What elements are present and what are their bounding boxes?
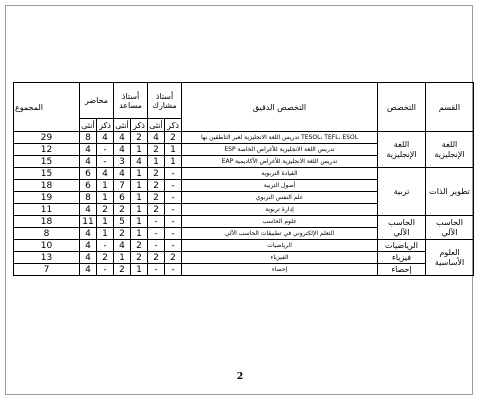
dept-cell: العلوم الأساسية: [426, 240, 474, 276]
assoc-female-cell: 2: [148, 204, 165, 216]
assoc-female-cell: -: [148, 264, 165, 276]
assoc-male-cell: -: [165, 240, 182, 252]
total-cell: 15: [14, 168, 80, 180]
asst-female-cell: 4: [114, 168, 131, 180]
assoc-female-cell: 1: [148, 156, 165, 168]
specialization-cell: التعلم الإلكتروني في تطبيقات الحاسب الآلي: [182, 228, 378, 240]
total-cell: 18: [14, 216, 80, 228]
female-header: أنثى: [149, 120, 163, 130]
asst-female-cell: 7: [114, 180, 131, 192]
male-header: ذكر: [131, 119, 148, 132]
table-row: [14, 216, 474, 228]
specialization-cell: إدارة تربوية: [182, 204, 378, 216]
total-cell: 18: [14, 180, 80, 192]
specialization-cell: علم النفس التربوي: [182, 192, 378, 204]
asst-male-cell: 1: [131, 216, 148, 228]
assoc-male-cell: -: [165, 228, 182, 240]
assoc-female-cell: 2: [148, 180, 165, 192]
dept-cell: الحاسب الآلي: [426, 216, 474, 240]
table-row: [14, 264, 474, 276]
assoc-prof-header: أستاذ مشارك: [148, 83, 182, 119]
asst-male-cell: 1: [131, 228, 148, 240]
asst-female-cell: 4: [114, 144, 131, 156]
asst-male-cell: 2: [131, 252, 148, 264]
lect-male-cell: 4: [97, 168, 114, 180]
male-header: ذكر: [97, 119, 114, 132]
total-cell: 7: [14, 264, 80, 276]
assoc-male-cell: -: [165, 168, 182, 180]
asst-male-cell: 1: [131, 264, 148, 276]
assoc-female-cell: 2: [148, 168, 165, 180]
specialization-cell: الرياضيات: [182, 240, 378, 252]
table-row: [14, 240, 474, 252]
asst-female-cell: 2: [114, 264, 131, 276]
specialization-cell: إحصاء: [182, 264, 378, 276]
lect-female-cell: 8: [80, 132, 97, 144]
total-cell: 19: [14, 192, 80, 204]
specialization-cell: تدريس اللغة الانجليزية للأغراض الخاصة ESP: [182, 144, 378, 156]
asst-female-cell: 1: [114, 252, 131, 264]
assoc-female-cell: -: [148, 216, 165, 228]
lect-female-cell: 4: [80, 240, 97, 252]
specialization-cell: الفيزياء: [182, 252, 378, 264]
lect-female-cell: 4: [80, 204, 97, 216]
major-cell: تربية: [378, 168, 426, 216]
lect-male-cell: -: [97, 156, 114, 168]
specialization-cell: تدريس اللغة الانجليزية للأغراض الأكاديمية EAP: [182, 156, 378, 168]
lect-male-cell: -: [97, 264, 114, 276]
assoc-male-cell: -: [165, 264, 182, 276]
total-cell: 15: [14, 156, 80, 168]
asst-female-cell: 2: [114, 204, 131, 216]
lect-male-cell: 1: [97, 180, 114, 192]
specialization-cell: أصول التربية: [182, 180, 378, 192]
lect-male-cell: 4: [97, 132, 114, 144]
specialization-cell: TESOL، TEFL، ESOL تدريس اللغة الانجليزية لغير الناطقين بها: [182, 132, 378, 144]
male-header: ذكر: [165, 119, 182, 132]
assoc-male-cell: -: [165, 192, 182, 204]
assoc-female-cell: -: [148, 240, 165, 252]
major-header: التخصص: [378, 83, 426, 132]
asst-female-cell: 6: [114, 192, 131, 204]
asst-male-cell: 2: [131, 240, 148, 252]
major-cell: اللغة الإنجليزية: [378, 132, 426, 168]
lect-female-cell: 6: [80, 180, 97, 192]
assoc-female-cell: 4: [148, 132, 165, 144]
lect-male-cell: -: [97, 144, 114, 156]
female-header: أنثى: [115, 120, 129, 130]
asst-female-cell: 2: [114, 228, 131, 240]
table-row: [14, 132, 474, 144]
assoc-male-cell: -: [165, 216, 182, 228]
lect-male-cell: 2: [97, 204, 114, 216]
assoc-male-cell: -: [165, 204, 182, 216]
assoc-female-cell: 2: [148, 144, 165, 156]
lect-female-cell: 4: [80, 144, 97, 156]
total-cell: 10: [14, 240, 80, 252]
assoc-male-cell: 1: [165, 156, 182, 168]
total-cell: 8: [14, 228, 80, 240]
asst-male-cell: 1: [131, 144, 148, 156]
major-cell: الحاسب الآلي: [378, 216, 426, 240]
asst-female-cell: 5: [114, 216, 131, 228]
major-cell: فيزياء: [378, 252, 426, 264]
lect-male-cell: 2: [97, 252, 114, 264]
female-header: أنثى: [81, 120, 95, 130]
lect-male-cell: -: [97, 240, 114, 252]
specialization-cell: القيادة التربوية: [182, 168, 378, 180]
asst-male-cell: 1: [131, 180, 148, 192]
asst-female-cell: 4: [114, 132, 131, 144]
asst-male-cell: 1: [131, 168, 148, 180]
lect-female-cell: 6: [80, 168, 97, 180]
dept-header: القسم: [426, 83, 474, 132]
lecturer-header: محاضر: [80, 83, 114, 119]
page-number: 2: [236, 372, 244, 382]
lect-female-cell: 4: [80, 264, 97, 276]
asst-female-cell: 4: [114, 240, 131, 252]
lect-male-cell: 1: [97, 216, 114, 228]
assoc-male-cell: 2: [165, 252, 182, 264]
minor-header: التخصص الدقيق: [182, 83, 378, 132]
lect-female-cell: 4: [80, 156, 97, 168]
lect-female-cell: 11: [80, 216, 97, 228]
asst-prof-header: أستاذ مساعد: [114, 83, 148, 119]
lect-male-cell: 1: [97, 228, 114, 240]
dept-cell: اللغة الإنجليزية: [426, 132, 474, 168]
assoc-female-cell: 2: [148, 192, 165, 204]
document-page: [5, 5, 473, 395]
asst-male-cell: 1: [131, 192, 148, 204]
lect-female-cell: 8: [80, 192, 97, 204]
total-cell: 12: [14, 144, 80, 156]
dept-cell: تطوير الذات: [426, 168, 474, 216]
total-cell: 11: [14, 204, 80, 216]
lect-female-cell: 4: [80, 252, 97, 264]
asst-female-cell: 3: [114, 156, 131, 168]
faculty-table: [13, 82, 474, 276]
specialization-cell: علوم الحاسب: [182, 216, 378, 228]
table-row: [14, 168, 474, 180]
total-cell: 29: [14, 132, 80, 144]
total-cell: 13: [14, 252, 80, 264]
table-row: [14, 252, 474, 264]
lect-female-cell: 4: [80, 228, 97, 240]
asst-male-cell: 4: [131, 156, 148, 168]
major-cell: الرياضيات: [378, 240, 426, 252]
assoc-male-cell: -: [165, 180, 182, 192]
asst-male-cell: 2: [131, 132, 148, 144]
asst-male-cell: 1: [131, 204, 148, 216]
assoc-male-cell: 2: [165, 132, 182, 144]
assoc-female-cell: 2: [148, 252, 165, 264]
total-header: المجموع: [14, 83, 80, 132]
assoc-female-cell: -: [148, 228, 165, 240]
lect-male-cell: 1: [97, 192, 114, 204]
table-body: [14, 132, 474, 276]
major-cell: إحصاء: [378, 264, 426, 276]
assoc-male-cell: 1: [165, 144, 182, 156]
